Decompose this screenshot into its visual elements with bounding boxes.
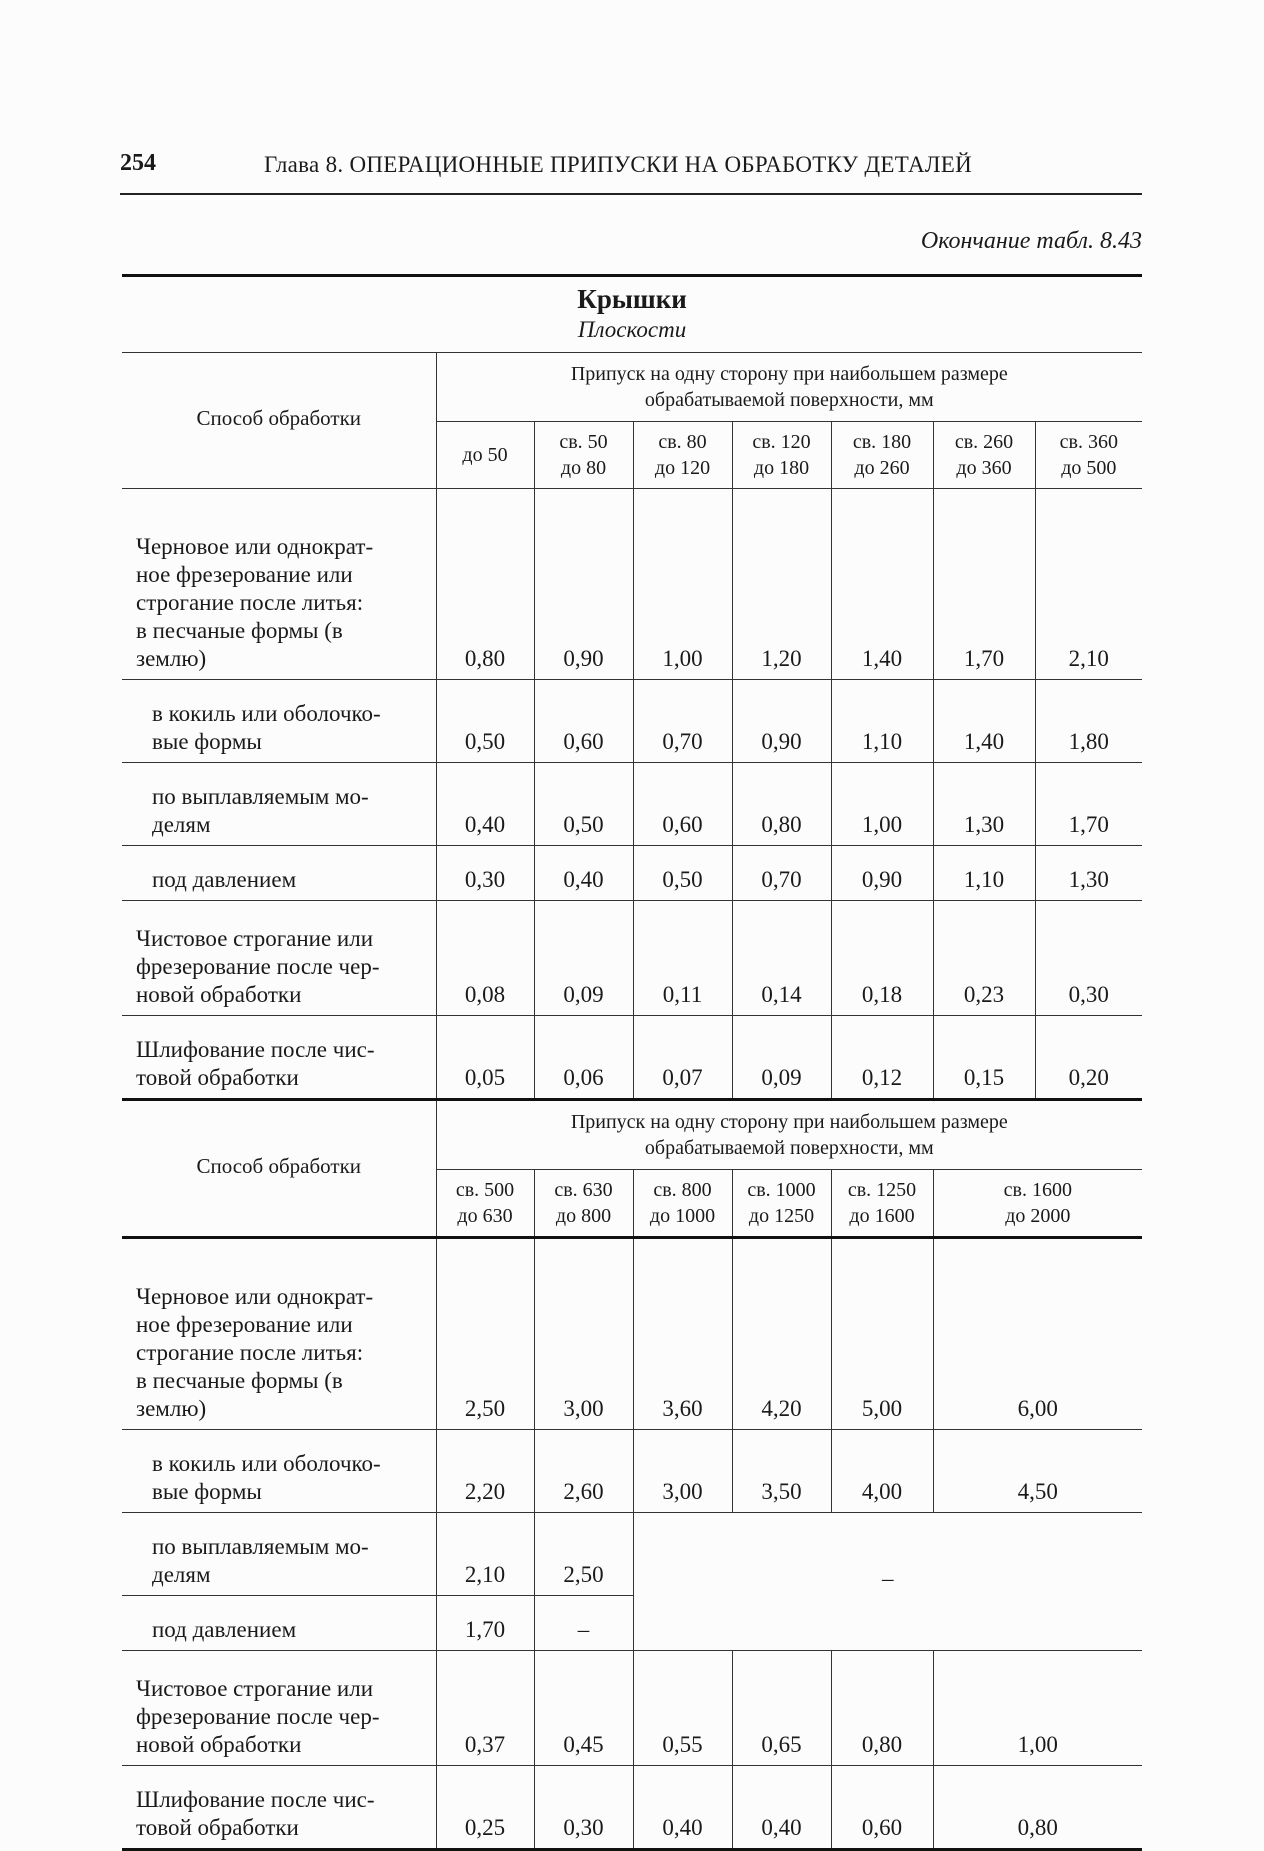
table-title-cell [122,276,1142,353]
value-cell: 1,40 [831,488,933,679]
row-label [122,488,436,679]
value-cell: 1,80 [1035,679,1142,762]
value-cell: 6,00 [933,1237,1142,1429]
value-cell: 3,60 [633,1237,732,1429]
column-header-line: до 630 [457,1204,513,1227]
row-label-line: под давлением [152,1616,297,1642]
column-header [633,421,732,488]
value-cell: 0,05 [436,1015,534,1099]
allowance-table [122,274,1142,1851]
column-header-line: св. 180 [852,430,912,453]
value-cell: 0,25 [436,1765,534,1849]
value-cell: 4,20 [732,1237,831,1429]
value-cell: 0,40 [436,762,534,845]
value-cell: 0,50 [436,679,534,762]
value-cell: 5,00 [831,1237,933,1429]
value-cell: 0,23 [933,900,1035,1015]
row-label-line: в песчаные формы (в [136,617,343,643]
column-header-line: св. 50 [559,430,608,453]
table-continuation-note: Окончание табл. 8.43 [920,228,1142,254]
group-header [436,1099,1142,1169]
value-cell: 0,80 [732,762,831,845]
value-cell: 3,00 [534,1237,633,1429]
row-label-line: фрезерование после чер- [136,1703,380,1729]
column-header-line: св. 360 [1059,430,1118,453]
column-header-line: до 800 [555,1204,612,1227]
value-cell: 0,50 [534,762,633,845]
row-label-line: ное фрезерование или [136,561,353,587]
value-cell: 0,60 [534,679,633,762]
column-header [732,1169,831,1237]
column-header-line: св. 1250 [847,1178,917,1201]
running-head: Глава 8. ОПЕРАЦИОННЫЕ ПРИПУСКИ НА ОБРАБОТКУ ДЕТАЛЕЙ [264,152,973,177]
column-header-line: св. 630 [554,1178,613,1201]
value-cell: 0,18 [831,900,933,1015]
value-cell: 0,09 [534,900,633,1015]
row-label [122,845,436,900]
row-label-line: землю) [136,645,207,671]
table-row [122,1650,1142,1765]
row-label-line: Шлифование после чис- [136,1036,375,1062]
column-header-line: до 180 [753,456,810,479]
row-label-line: товой обработки [136,1814,299,1840]
column-header [933,421,1035,488]
table-row [122,1765,1142,1849]
row-label-line: строгание после литья: [136,589,364,615]
value-cell: 0,50 [633,845,732,900]
row-label-line: по выплавляемым мо- [152,1533,369,1559]
column-header-line: до 50 [462,443,508,466]
row-label-line: в песчаные формы (в [136,1367,343,1393]
method-header: Способ обработки [122,352,436,488]
column-header-line: до 1000 [649,1204,716,1227]
table-title-row [122,276,1142,353]
value-cell: 0,12 [831,1015,933,1099]
group-header [436,352,1142,421]
row-label [122,1512,436,1595]
page-number: 254 [120,150,156,176]
row-label [122,1237,436,1429]
row-label-line: делям [152,811,211,837]
row-label-line: в кокиль или оболочко- [152,1450,381,1476]
merged-dash-cell: – [633,1512,1142,1650]
row-label-line: Чистовое строгание или [136,1675,374,1701]
row-label-line: фрезерование после чер- [136,953,380,979]
value-cell: 0,40 [534,845,633,900]
row-label-line: строгание после литья: [136,1339,364,1365]
value-cell: 2,20 [436,1429,534,1512]
value-cell: 0,55 [633,1650,732,1765]
column-header [633,1169,732,1237]
value-cell: 0,40 [732,1765,831,1849]
value-cell: 1,70 [933,488,1035,679]
value-cell: 2,50 [436,1237,534,1429]
column-header-line: до 2000 [1005,1204,1071,1227]
value-cell: 0,60 [633,762,732,845]
method-header: Способ обработки [122,1099,436,1237]
value-cell: 1,30 [1035,845,1142,900]
value-cell: 0,06 [534,1015,633,1099]
value-cell: 0,70 [633,679,732,762]
value-cell: 1,10 [831,679,933,762]
table-row [122,1015,1142,1099]
value-cell: 0,14 [732,900,831,1015]
row-label-line: Чистовое строгание или [136,925,374,951]
table-row [122,1512,1142,1595]
value-cell: 2,60 [534,1429,633,1512]
header-row-1-part2 [122,1099,1142,1169]
value-cell: 1,70 [1035,762,1142,845]
value-cell: 0,90 [732,679,831,762]
column-header [831,421,933,488]
column-header-line: св. 120 [752,430,811,453]
column-header-line: до 1600 [849,1204,915,1227]
value-cell: 0,80 [436,488,534,679]
header-rule [120,193,1142,195]
column-header-line: до 120 [654,456,711,479]
table-row [122,1237,1142,1429]
row-label [122,900,436,1015]
table-row [122,762,1142,845]
value-cell: 1,30 [933,762,1035,845]
value-cell: – [534,1595,633,1650]
row-label-line: в кокиль или оболочко- [152,700,381,726]
value-cell: 0,70 [732,845,831,900]
table-row [122,900,1142,1015]
column-header [436,421,534,488]
value-cell: 1,00 [933,1650,1142,1765]
value-cell: 1,10 [933,845,1035,900]
group-header-line: обрабатываемой поверхности, мм [644,388,934,411]
column-header [732,421,831,488]
value-cell: 0,40 [633,1765,732,1849]
value-cell: 1,00 [633,488,732,679]
row-label [122,679,436,762]
value-cell: 1,70 [436,1595,534,1650]
row-label [122,1015,436,1099]
row-label-line: ное фрезерование или [136,1311,353,1337]
value-cell: 1,00 [831,762,933,845]
row-label-line: под давлением [152,866,297,892]
column-header-line: до 1250 [748,1204,815,1227]
value-cell: 0,30 [436,845,534,900]
value-cell: 0,11 [633,900,732,1015]
value-cell: 0,65 [732,1650,831,1765]
row-label-line: новой обработки [136,981,302,1007]
table-row [122,845,1142,900]
value-cell: 0,80 [933,1765,1142,1849]
column-header-line: св. 1000 [747,1178,816,1201]
value-cell: 0,37 [436,1650,534,1765]
table-row [122,1429,1142,1512]
row-label-line: Черновое или однократ- [136,1283,374,1309]
value-cell: 0,30 [534,1765,633,1849]
row-label [122,1429,436,1512]
row-label-line: по выплавляемым мо- [152,783,369,809]
column-header-line: до 80 [560,456,607,479]
column-header-line: св. 1600 [1003,1178,1072,1201]
group-header-line: Припуск на одну сторону при наибольшем размере [570,1110,1008,1133]
row-label [122,1595,436,1650]
column-header-line: св. 260 [954,430,1014,453]
value-cell: 0,15 [933,1015,1035,1099]
column-header [436,1169,534,1237]
row-label-line: вые формы [152,1478,262,1504]
value-cell: 0,08 [436,900,534,1015]
column-header [933,1169,1142,1237]
header-row-1 [122,352,1142,421]
value-cell: 0,20 [1035,1015,1142,1099]
column-header [831,1169,933,1237]
value-cell: 2,10 [436,1512,534,1595]
row-label [122,762,436,845]
row-label [122,1765,436,1849]
value-cell: 2,50 [534,1512,633,1595]
value-cell: 2,10 [1035,488,1142,679]
value-cell: 4,50 [933,1429,1142,1512]
column-header-line: до 260 [854,456,910,479]
column-header [1035,421,1142,488]
value-cell: 0,90 [831,845,933,900]
row-label-line: вые формы [152,728,262,754]
row-label-line: землю) [136,1395,207,1421]
value-cell: 0,45 [534,1650,633,1765]
column-header [534,1169,633,1237]
row-label [122,1650,436,1765]
column-header-line: св. 80 [658,430,707,453]
table-row [122,679,1142,762]
column-header-line: св. 800 [653,1178,712,1201]
value-cell: 1,20 [732,488,831,679]
value-cell: 4,00 [831,1429,933,1512]
group-header-line: Припуск на одну сторону при наибольшем размере [570,362,1008,385]
value-cell: 0,30 [1035,900,1142,1015]
value-cell: 0,07 [633,1015,732,1099]
table-title: Крышки [577,284,687,314]
row-label-line: Черновое или однократ- [136,533,374,559]
group-header-line: обрабатываемой поверхности, мм [644,1136,934,1159]
value-cell: 0,90 [534,488,633,679]
value-cell: 1,40 [933,679,1035,762]
table-subtitle: Плоскости [577,316,687,342]
column-header [534,421,633,488]
value-cell: 0,60 [831,1765,933,1849]
value-cell: 0,80 [831,1650,933,1765]
column-header-line: св. 500 [455,1178,515,1201]
table-row [122,488,1142,679]
row-label-line: делям [152,1561,211,1587]
column-header-line: до 360 [956,456,1012,479]
value-cell: 3,50 [732,1429,831,1512]
column-header-line: до 500 [1061,456,1117,479]
row-label-line: Шлифование после чис- [136,1786,375,1812]
value-cell: 3,00 [633,1429,732,1512]
row-label-line: товой обработки [136,1064,299,1090]
row-label-line: новой обработки [136,1731,302,1757]
value-cell: 0,09 [732,1015,831,1099]
